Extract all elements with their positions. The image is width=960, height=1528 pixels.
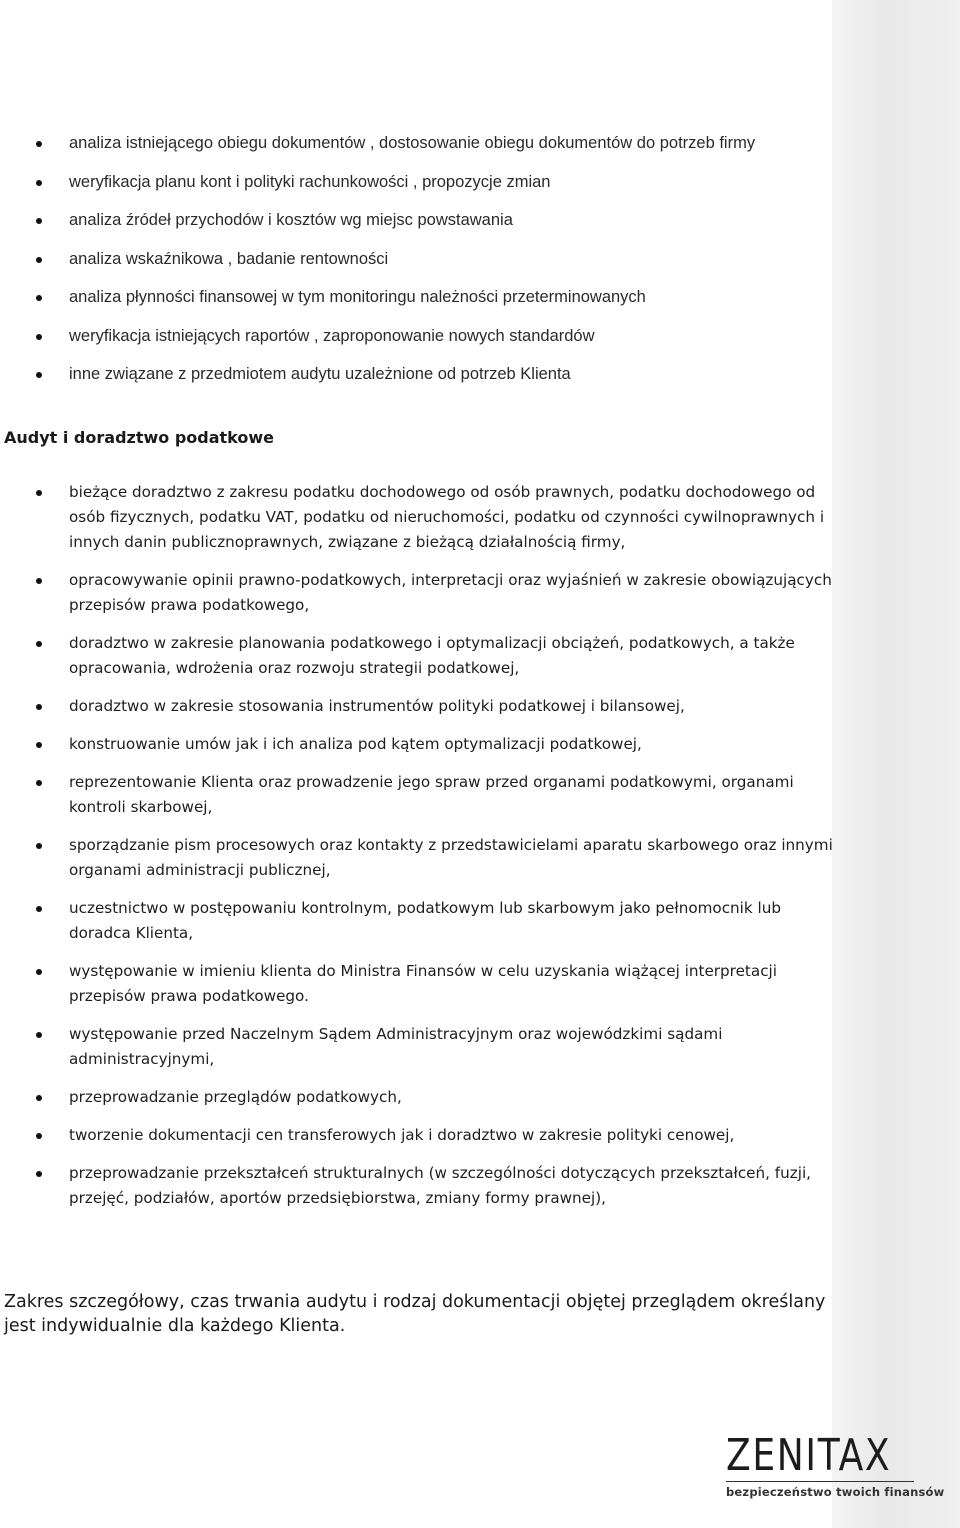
bullet-icon (36, 295, 42, 301)
tax-services-list (0, 480, 840, 1224)
logo-wordmark: ZENITAX (726, 1430, 892, 1481)
bullet-icon (36, 704, 42, 710)
list-item: analiza wskaźnikowa , badanie rentowności (0, 247, 860, 286)
bullet-icon (36, 1133, 42, 1139)
list-item: tworzenie dokumentacji cen transferowych jak i doradztwo w zakresie polityki cenowej, (0, 1123, 840, 1148)
section-title: Audyt i doradztwo podatkowe (4, 428, 274, 447)
list-item: przeprowadzanie przekształceń strukturalnych (w szczególności dotyczących przekształceń, fuzji, przejęć, podziałów, aportów przedsiębiorstwa, zmiany formy prawnej), (0, 1161, 840, 1211)
bullet-icon (36, 1095, 42, 1101)
audit-scope-list (0, 131, 860, 401)
bullet-icon (36, 578, 42, 584)
list-item: występowanie w imieniu klienta do Ministra Finansów w celu uzyskania wiążącej interpretacji przepisów prawa podatkowego. (0, 959, 840, 1009)
bullet-icon (36, 780, 42, 786)
list-item: inne związane z przedmiotem audytu uzależnione od potrzeb Klienta (0, 362, 860, 401)
list-item: doradztwo w zakresie planowania podatkowego i optymalizacji obciążeń, podatkowych, a także opracowania, wdrożenia oraz rozwoju strategii podatkowej, (0, 631, 840, 681)
bullet-icon (36, 218, 42, 224)
list-item: weryfikacja istniejących raportów , zaproponowanie nowych standardów (0, 324, 860, 363)
bullet-icon (36, 1171, 42, 1177)
bullet-icon (36, 257, 42, 263)
bullet-icon (36, 180, 42, 186)
list-item: konstruowanie umów jak i ich analiza pod kątem optymalizacji podatkowej, (0, 732, 840, 757)
list-item: analiza płynności finansowej w tym monitoringu należności przeterminowanych (0, 285, 860, 324)
bullet-icon (36, 372, 42, 378)
bullet-icon (36, 843, 42, 849)
list-item: przeprowadzanie przeglądów podatkowych, (0, 1085, 840, 1110)
bullet-icon (36, 969, 42, 975)
list-item: opracowywanie opinii prawno-podatkowych, interpretacji oraz wyjaśnień w zakresie obowiązujących przepisów prawa podatkowego, (0, 568, 840, 618)
zenitax-logo (726, 1430, 945, 1499)
closing-paragraph: Zakres szczegółowy, czas trwania audytu i rodzaj dokumentacji objętej przeglądem określany jest indywidualnie dla każdego Klienta. (4, 1292, 826, 1336)
bullet-icon (36, 490, 42, 496)
list-item: uczestnictwo w postępowaniu kontrolnym, podatkowym lub skarbowym jako pełnomocnik lub doradca Klienta, (0, 896, 840, 946)
list-item: analiza istniejącego obiegu dokumentów , dostosowanie obiegu dokumentów do potrzeb firmy (0, 131, 860, 170)
bullet-icon (36, 742, 42, 748)
logo-divider (726, 1481, 914, 1482)
list-item: weryfikacja planu kont i polityki rachunkowości , propozycje zmian (0, 170, 860, 209)
list-item: analiza źródeł przychodów i kosztów wg miejsc powstawania (0, 208, 860, 247)
logo-tagline: bezpieczeństwo twoich finansów (726, 1485, 945, 1499)
bullet-icon (36, 641, 42, 647)
bullet-icon (36, 1032, 42, 1038)
list-item: bieżące doradztwo z zakresu podatku dochodowego od osób prawnych, podatku dochodowego od osób fizycznych, podatku VAT, podatku od nieruchomości, podatku od czynności cywilnoprawnych i innych danin publicznoprawnych, związane z bieżącą działalnością firmy, (0, 480, 840, 555)
bullet-icon (36, 334, 42, 340)
list-item: doradztwo w zakresie stosowania instrumentów polityki podatkowej i bilansowej, (0, 694, 840, 719)
list-item: reprezentowanie Klienta oraz prowadzenie jego spraw przed organami podatkowymi, organami kontroli skarbowej, (0, 770, 840, 820)
bullet-icon (36, 906, 42, 912)
bullet-icon (36, 141, 42, 147)
list-item: występowanie przed Naczelnym Sądem Administracyjnym oraz wojewódzkimi sądami administracyjnymi, (0, 1022, 840, 1072)
list-item: sporządzanie pism procesowych oraz kontakty z przedstawicielami aparatu skarbowego oraz innymi organami administracji publicznej, (0, 833, 840, 883)
